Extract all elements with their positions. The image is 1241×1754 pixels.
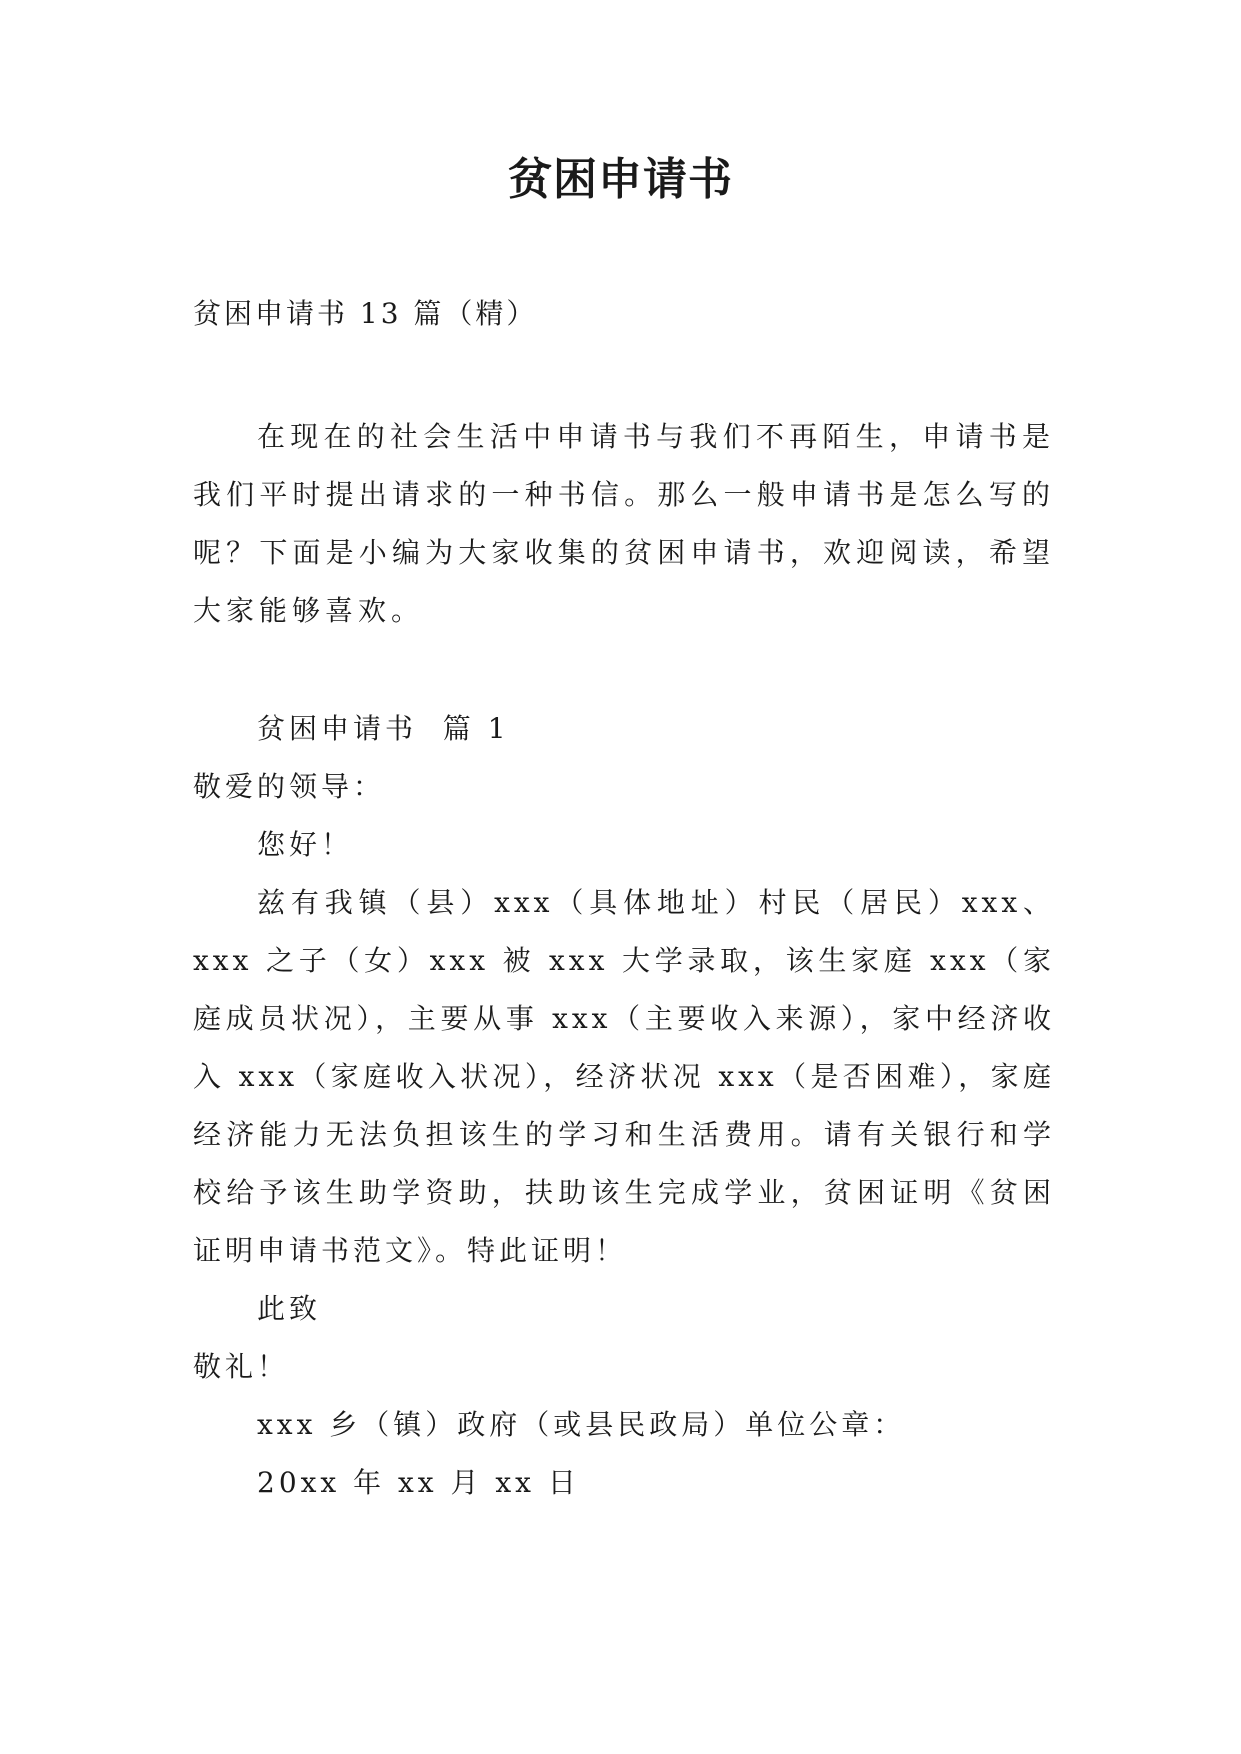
greeting: 您好！: [257, 828, 354, 861]
salutation: 敬爱的领导：: [193, 770, 386, 803]
document-subtitle: 贫困申请书 13 篇（精）: [193, 297, 538, 330]
document-title: 贫困申请书: [508, 154, 733, 205]
article-section: [193, 700, 1055, 1512]
article-heading: 贫困申请书 篇 1: [257, 712, 510, 745]
date-line: 20xx 年 xx 月 xx 日: [257, 1466, 580, 1499]
intro-paragraph: 在现在的社会生活中申请书与我们不再陌生，申请书是我们平时提出请求的一种书信。那么一般申请书是怎么写的呢？下面是小编为大家收集的贫困申请书，欢迎阅读，希望大家能够喜欢。: [193, 420, 1055, 627]
body-paragraph: 兹有我镇（县）xxx（具体地址）村民（居民）xxx、xxx 之子（女）xxx 被 xxx 大学录取，该生家庭 xxx（家庭成员状况），主要从事 xxx（主要收入来源），家中经济收入 xxx（家庭收入状况），经济状况 xxx（是否困难），家庭经济能力无法负担该生的学习和生活费用。请有关银行和学校给予该生助学资助，扶助该生完成学业，贫困证明《贫困证明申请书范文》。特此证明！: [193, 886, 1055, 1267]
signature-line: xxx 乡（镇）政府（或县民政局）单位公章：: [257, 1408, 906, 1441]
closing-line-1: 此致: [257, 1292, 322, 1325]
closing-line-2: 敬礼！: [193, 1350, 290, 1383]
